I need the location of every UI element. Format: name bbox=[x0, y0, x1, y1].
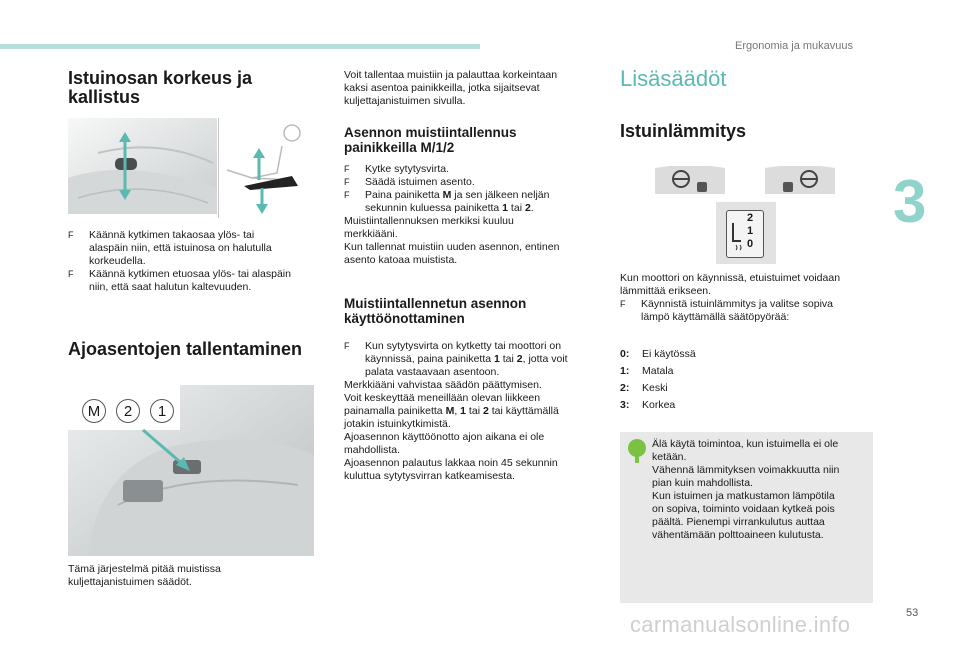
section-label: Ergonomia ja mukavuus bbox=[735, 40, 854, 52]
seat-heat-button-right bbox=[763, 166, 837, 196]
list-item: F Säädä istuimen asento. bbox=[344, 176, 475, 188]
recall-notes: Merkkiääni vahvistaa säädön päättymisen. Voit keskeyttää meneillään olevan liikkeen painamalla painiketta M, 1 tai 2 tai käyttämällä jotakin istuinkytkimistä. Ajoasennon käyttöönotto ajon aikana ei ole mahdollista. Ajoasennon palautus lakkaa noin 45 sekunnin kuluttua sytytysvirran katkeamisesta. bbox=[344, 379, 559, 482]
memory-button-group bbox=[82, 399, 174, 423]
bullet-marker: F bbox=[344, 177, 350, 187]
list-item: F Paina painiketta M ja sen jälkeen neljän sekunnin kuluessa painiketta 1 tai 2. bbox=[344, 189, 550, 214]
seat-diagram-image bbox=[222, 118, 312, 218]
list-item: 3: Korkea bbox=[620, 399, 676, 411]
seat-heat-icon bbox=[730, 221, 744, 251]
bullet-marker: F bbox=[344, 341, 350, 351]
seat-height-instructions bbox=[68, 229, 318, 294]
section-title-memory: Ajoasentojen tallentaminen bbox=[68, 339, 303, 359]
dial-scale: 2 1 0 bbox=[747, 212, 754, 250]
seat-switch-image bbox=[68, 118, 217, 214]
section-title-extra-settings: Lisäsäädöt bbox=[620, 66, 727, 91]
bullet-marker: F bbox=[68, 269, 74, 279]
list-item: F Kytke sytytysvirta. bbox=[344, 163, 450, 175]
bullet-marker: F bbox=[344, 190, 350, 200]
bullet-marker: F bbox=[68, 230, 74, 240]
section-title-seat-height: Istuinosan korkeus ja kallistus bbox=[68, 68, 253, 107]
save-steps bbox=[344, 163, 606, 267]
eco-tree-icon bbox=[624, 438, 650, 464]
header-accent-bar bbox=[0, 44, 480, 49]
list-item: F Kun sytytysvirta on kytketty tai moottori on käynnissä, paina painiketta 1 tai 2, jotta voit palata vastaavaan asentoon. bbox=[344, 340, 568, 378]
list-item: F Käännä kytkimen etuosaa ylös- tai alaspäin niin, että saat halutun kaltevuuden. bbox=[68, 268, 291, 293]
steering-wheel-icon bbox=[763, 166, 837, 196]
subheading-save-position: Asennon muistiintallennus painikkeilla M/1/2 bbox=[344, 125, 517, 155]
memory-button-2: 2 bbox=[116, 399, 140, 423]
list-item: 1: Matala bbox=[620, 365, 674, 377]
save-confirmation-text: Muistiintallennuksen merkiksi kuuluu merkkiääni. Kun tallennat muistiin uuden asennon, entinen asento katoaa muistista. bbox=[344, 215, 560, 266]
image-divider bbox=[218, 118, 219, 218]
watermark: carmanualsonline.info bbox=[630, 612, 851, 637]
list-item: F Käynnistä istuinlämmitys ja valitse sopiva lämpö käyttämällä säätöpyörää: bbox=[620, 298, 833, 323]
list-item: 0: Ei käytössä bbox=[620, 348, 696, 360]
subheading-recall-position: Muistiintallennetun asennon käyttöönottaminen bbox=[344, 296, 527, 326]
list-item: F Käännä kytkimen takaosaa ylös- tai alaspäin niin, että istuinosa on halutulla korkeudella. bbox=[68, 229, 272, 267]
eco-tip-text: Älä käytä toimintoa, kun istuimella ei ole ketään. Vähennä lämmityksen voimakkuutta niin pian kuin mahdollista. Kun istuimen ja matkustamon lämpötila on sopiva, toiminto voidaan kytkeä pois päältä. Pienempi virrankulutus auttaa vähentämään polttoaineen kulutusta. bbox=[652, 438, 840, 541]
seat-heat-button-left bbox=[653, 166, 727, 196]
seat-heating-instructions bbox=[620, 272, 880, 324]
list-item: 2: Keski bbox=[620, 382, 668, 394]
heating-levels-list bbox=[620, 348, 820, 416]
page-number: 53 bbox=[906, 607, 919, 619]
bullet-marker: F bbox=[344, 164, 350, 174]
seat-tilt-diagram bbox=[222, 118, 312, 218]
memory-button-1: 1 bbox=[150, 399, 174, 423]
seat-heating-intro: Kun moottori on käynnissä, etuistuimet voidaan lämmittää erikseen. bbox=[620, 272, 841, 297]
heating-dial bbox=[726, 210, 764, 258]
steering-wheel-icon bbox=[653, 166, 727, 196]
section-title-seat-heating: Istuinlämmitys bbox=[620, 121, 747, 141]
memory-caption: Tämä järjestelmä pitää muistissa kuljettajanistuimen säädöt. bbox=[68, 563, 221, 588]
chapter-number: 3 bbox=[893, 168, 927, 235]
heating-dial-image bbox=[716, 202, 776, 264]
seat-switch-illustration bbox=[68, 118, 217, 214]
memory-button-m: M bbox=[82, 399, 106, 423]
bullet-marker: F bbox=[620, 299, 626, 309]
eco-tip-box bbox=[620, 432, 873, 603]
memory-intro: Voit tallentaa muistiin ja palauttaa korkeintaan kaksi asentoa painikkeilla, jotka sijaitsevat kuljettajanistuimen sivulla. bbox=[344, 69, 558, 107]
recall-instructions bbox=[344, 340, 609, 483]
